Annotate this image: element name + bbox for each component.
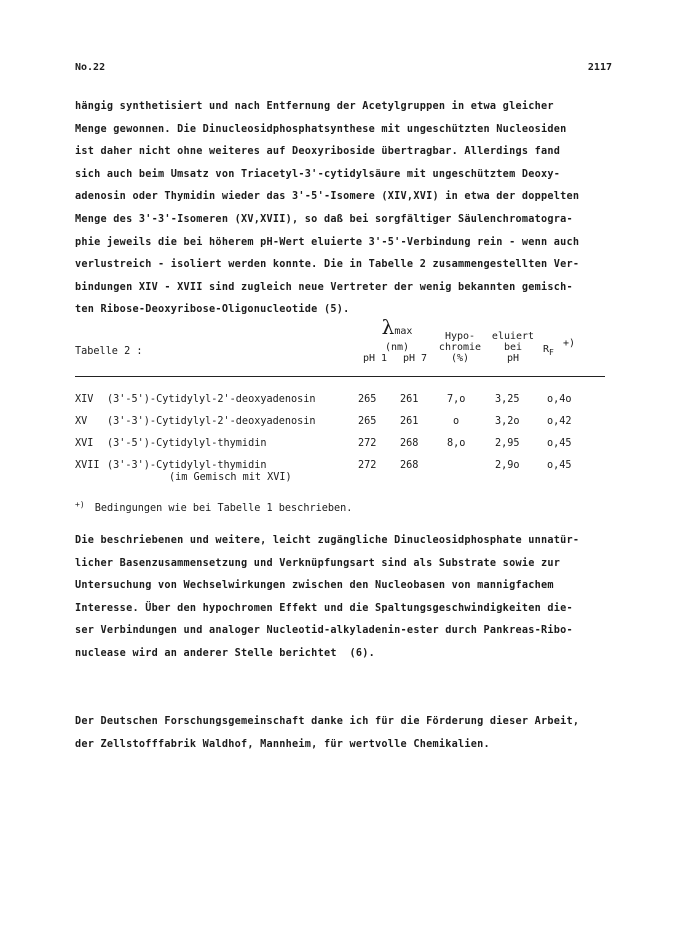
text-line: Interesse. Über den hypochromen Effekt und die Spaltungsgeschwindigkeiten die- (75, 602, 573, 614)
row-ph7: 261 (400, 416, 419, 427)
text-line: phie jeweils die bei höherem pH-Wert eluierte 3'-5'-Verbindung rein - wenn auch (75, 236, 580, 248)
row-id: XVII (75, 460, 100, 471)
col-ph1: pH 1 (362, 353, 388, 364)
text-line: Die beschriebenen und weitere, leicht zugängliche Dinucleosidphosphate unnatür- (75, 535, 580, 546)
col-hypo-1: Hypo- (444, 331, 476, 342)
text-line: sich auch beim Umsatz von Triacetyl-3'-cytidylsäure mit ungeschütztem Deoxy- (75, 168, 561, 180)
table-caption: Tabelle 2 : (75, 346, 143, 357)
row-name: (3'-3')-Cytidylyl-2'-deoxyadenosin (107, 416, 316, 427)
row-ph1: 265 (358, 394, 377, 405)
footnote-text: Bedingungen wie bei Tabelle 1 beschrieben. (94, 503, 353, 515)
footnote-mark: +) (75, 500, 85, 509)
text-line: verlustreich - isoliert werden konnte. Die in Tabelle 2 zusammengestellten Ver- (75, 259, 580, 271)
row-rf: o,4o (547, 394, 572, 405)
row-rf: o,42 (547, 416, 572, 427)
row-ph1: 272 (358, 438, 377, 449)
col-hypo-2: chromie (438, 342, 482, 353)
text-line: adenosin oder Thymidin wieder das 3'-5'-Isomere (XIV,XVI) in etwa der doppelten (75, 191, 580, 203)
col-rf-sup: +) (563, 338, 576, 349)
text-line: ten Ribose-Deoxyribose-Oligonucleotide (5). (75, 304, 350, 316)
col-hypo-3: (%) (450, 353, 470, 364)
row-note: (im Gemisch mit XVI) (169, 472, 292, 483)
row-elu: 3,25 (495, 394, 520, 405)
page-number: 2117 (587, 62, 612, 73)
row-ph7: 261 (400, 394, 419, 405)
table-rule (75, 376, 605, 377)
text-line: bindungen XIV - XVII sind zugleich neue Vertreter der wenig bekannten gemisch- (75, 281, 573, 293)
row-elu: 2,95 (495, 438, 520, 449)
text-line: hängig synthetisiert und nach Entfernung der Acetylgruppen in etwa gleicher (75, 101, 554, 112)
journal-number: No.22 (75, 62, 106, 73)
text-line: ist daher nicht ohne weiteres auf Deoxyriboside übertragbar. Allerdings fand (75, 146, 561, 158)
text-line: Untersuchung von Wechselwirkungen zwischen den Nucleobasen von mannigfachem (75, 580, 554, 592)
col-lambda-unit: (nm) (384, 342, 410, 353)
text-line: licher Basenzusammensetzung und Verknüpfungsart sind als Substrate sowie zur (75, 557, 561, 569)
text-line: ser Verbindungen und analoger Nucleotid-alkyladenin-ester durch Pankreas-Ribo- (75, 625, 573, 637)
row-name: (3'-3')-Cytidylyl-thymidin (107, 460, 267, 471)
text-line: Menge des 3'-3'-Isomeren (XV,XVII), so daß bei sorgfältiger Säulenchromatogra- (75, 213, 573, 225)
col-ph7: pH 7 (402, 353, 428, 364)
table-row-note (75, 472, 605, 488)
row-ph7: 268 (400, 460, 419, 471)
paragraph-1 (75, 96, 615, 322)
table-row (75, 438, 605, 454)
row-id: XVI (75, 438, 94, 449)
paragraph-2 (75, 530, 615, 666)
row-elu: 2,9o (495, 460, 520, 471)
rf-letter: R (543, 344, 550, 355)
col-lambda-header (365, 315, 429, 339)
table-row (75, 394, 605, 410)
row-hypo: o (453, 416, 460, 427)
row-id: XV (75, 416, 88, 427)
table-row (75, 416, 605, 432)
rf-sub: F (549, 348, 554, 357)
paragraph-3 (75, 711, 615, 756)
col-elu-2: bei (503, 342, 523, 353)
col-elu-1: eluiert (491, 331, 535, 342)
row-ph1: 265 (358, 416, 377, 427)
row-ph7: 268 (400, 438, 419, 449)
row-elu: 3,2o (495, 416, 520, 427)
row-id: XIV (75, 394, 94, 405)
table-footnote (75, 500, 352, 514)
col-elu-3: pH (506, 353, 520, 364)
lambda-symbol: λ (381, 315, 395, 339)
text-line: nuclease wird an anderer Stelle berichtet (6). (75, 647, 376, 659)
text-line: der Zellstofffabrik Waldhof, Mannheim, für wertvolle Chemikalien. (75, 738, 490, 750)
row-ph1: 272 (358, 460, 377, 471)
row-name: (3'-5')-Cytidylyl-thymidin (107, 438, 267, 449)
row-hypo: 7,o (447, 394, 466, 405)
row-name: (3'-5')-Cytidylyl-2'-deoxyadenosin (107, 394, 316, 405)
lambda-sub: max (394, 326, 413, 337)
row-hypo: 8,o (447, 438, 466, 449)
row-rf: o,45 (547, 438, 572, 449)
text-line: Menge gewonnen. Die Dinucleosidphosphatsynthese mit ungeschützten Nucleosiden (75, 123, 567, 135)
row-rf: o,45 (547, 460, 572, 471)
text-line: Der Deutschen Forschungsgemeinschaft danke ich für die Förderung dieser Arbeit, (75, 716, 580, 727)
